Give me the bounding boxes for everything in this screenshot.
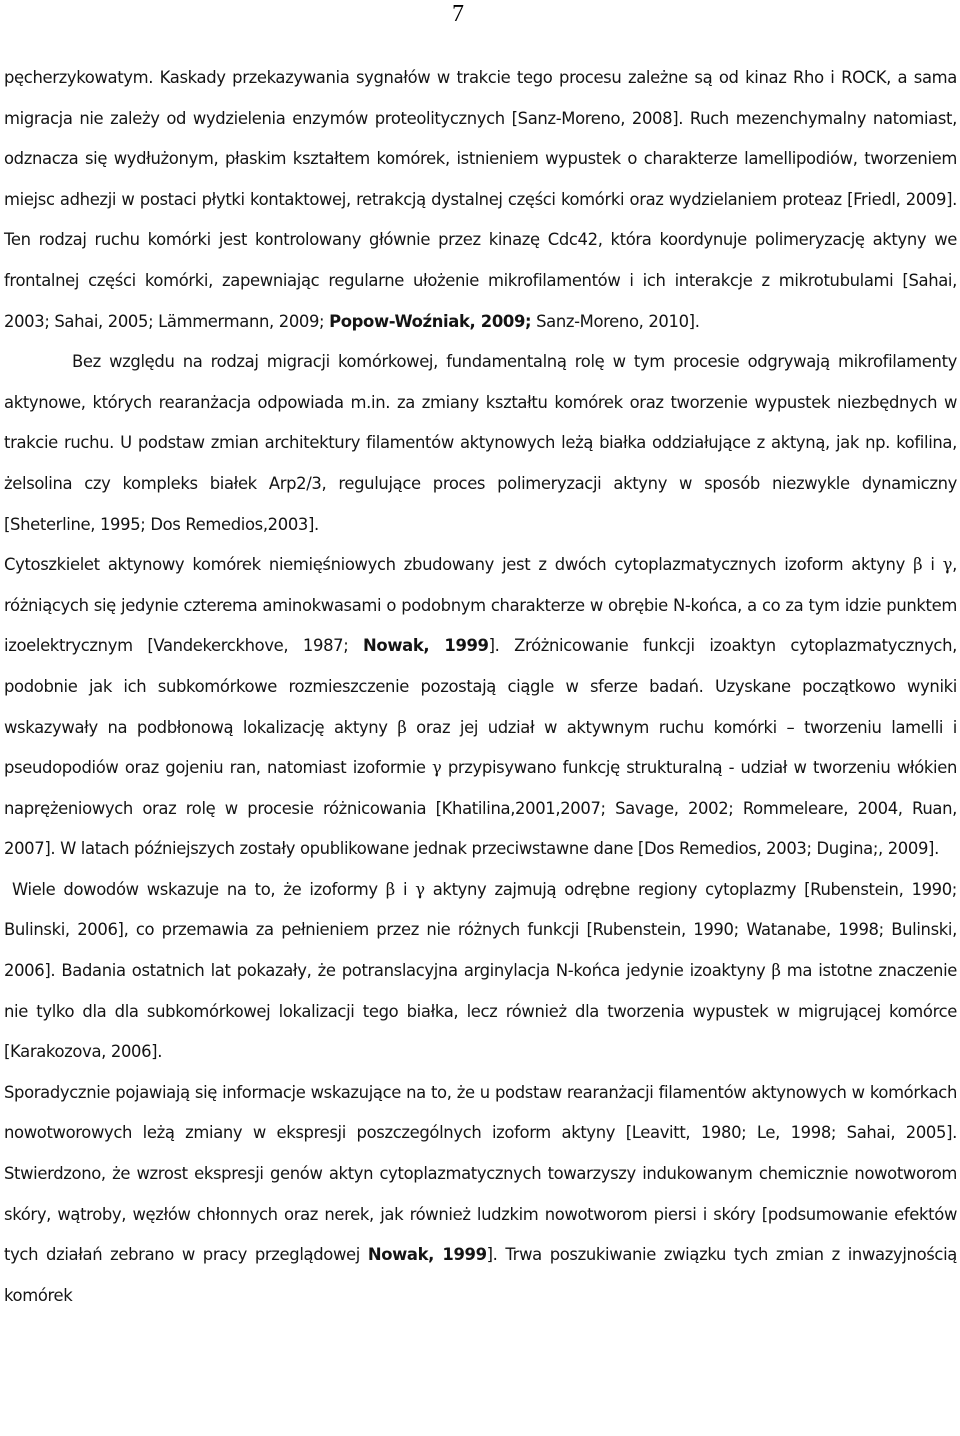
- text-segment: ]. Trwa poszukiwanie związku tych zmian z inwazyjnością komórek: [4, 1245, 957, 1305]
- bold-citation: Popow-Woźniak, 2009;: [329, 311, 532, 331]
- text-segment: aktyny zajmują odrębne regiony cytoplazmy [Rubenstein, 1990; Bulinski, 2006], co przemawia za pełnieniem przez nie różnych funkcji [Rubenstein, 1990; Watanabe, 1998; Bulinski, 2006]. Badania ostatnich lat pokazały, że potranslacyjna arginylacja N-końca jedynie izoaktyny: [4, 879, 957, 981]
- text-segment: Sporadycznie pojawiają się informacje wskazujące na to, że u podstaw rearanżacji filamentów aktynowych w komórkach nowotworowych leżą zmiany w ekspresji poszczególnych izoform aktyny [Leavitt, 1980; Le, 1998; Sahai, 2005]. Stwierdzono, że wzrost ekspresji genów aktyn cytoplazmatycznych towarzyszy indukowanym chemicznie nowotworom skóry, wątroby, węzłów chłonnych oraz nerek, jak również ludzkim nowotworom piersi i skóry [podsumowanie efektów tych działań zebrano w pracy przeglądowej: [4, 1082, 957, 1265]
- paragraph: [4, 1073, 957, 1317]
- greek-symbol: β: [771, 961, 781, 981]
- text-segment: ma istotne znaczenie nie tylko dla dla subkomórkowej lokalizacji tego białka, lecz również dla tworzenia wypustek w migrującej komórce [Karakozova, 2006].: [4, 961, 958, 1062]
- text-segment: Wiele dowodów wskazuje na to, że izoformy: [12, 879, 386, 899]
- text-segment: i: [394, 879, 416, 899]
- greek-symbol: γ: [942, 555, 953, 575]
- paragraph: [4, 545, 957, 870]
- greek-symbol: γ: [415, 879, 425, 899]
- text-segment: ]. Zróżnicowanie funkcji izoaktyn cytoplazmatycznych, podobnie jak ich subkomórkowe rozmieszczenie pozostają ciągle w sferze badań. Uzyskane początkowo wyniki wskazywały na podbłonową lokalizację aktyny: [4, 636, 957, 737]
- paragraph: [4, 342, 957, 545]
- text-segment: Cytoszkielet aktynowy komórek niemięśniowych zbudowany jest z dwóch cytoplazmatycznych izoform aktyny: [4, 555, 914, 575]
- text-segment: , różniących się jedynie czterema aminokwasami o podobnym charakterze w obrębie N-końca, a co za tym idzie punktem izoelektrycznym [Vandekerckhove, 1987;: [4, 555, 957, 656]
- text-segment: przypisywano funkcję strukturalną - udział w tworzeniu włókien naprężeniowych oraz rolę w procesie różnicowania [Khatilina,2001,2007; Savage, 2002; Rommeleare, 2004, Ruan, 2007]. W latach późniejszych zostały opublikowane jednak przeciwstawne dane [Dos Remedios, 2003; Dugina;, 2009].: [4, 758, 957, 859]
- text-segment: oraz jej udział w aktywnym ruchu komórki – tworzeniu lamelli i pseudopodiów oraz gojeniu ran, natomiast izoformie: [4, 717, 957, 778]
- text-segment: Bez względu na rodzaj migracji komórkowej, fundamentalną rolę w tym procesie odgrywają mikrofilamenty aktynowe, których rearanżacja odpowiada m.in. za zmiany kształtu komórek oraz tworzenie wypustek niezbędnych w trakcie ruchu. U podstaw zmian architektury filamentów aktynowych leżą białka oddziałujące z aktyną, jak np. kofilina, żelsolina czy kompleks białek Arp2/3, regulujące proces polimeryzacji aktyny w sposób niezwykle dynamiczny [Sheterline, 1995; Dos Remedios,2003].: [4, 352, 957, 534]
- text-segment: Sanz-Moreno, 2010].: [531, 311, 700, 331]
- bold-citation: Nowak, 1999: [367, 1245, 487, 1265]
- paragraph: [4, 58, 957, 342]
- bold-citation: Nowak, 1999: [363, 636, 489, 656]
- text-segment: pęcherzykowatym. Kaskady przekazywania sygnałów w trakcie tego procesu zależne są od kinaz Rho i ROCK, a sama migracja nie zależy od wydzielenia enzymów proteolitycznych [Sanz-Moreno, 2008]. Ruch mezenchymalny natomiast, odznacza się wydłużonym, płaskim kształtem komórek, istnieniem wypustek o charakterze lamellipodiów, tworzeniem miejsc adhezji w postaci płytki kontaktowej, retrakcją dystalnej części komórki oraz wydzielaniem proteaz [Friedl, 2009]. Ten rodzaj ruchu komórki jest kontrolowany głównie przez kinazę Cdc42, która koordynuje polimeryzację aktyny we frontalnej części komórki, zapewniając regularne ułożenie mikrofilamentów i ich interakcje z mikrotubulami [Sahai, 2003; Sahai, 2005; Lämmermann, 2009;: [4, 68, 957, 331]
- page-number: 7: [452, 1, 464, 27]
- greek-symbol: β: [913, 555, 923, 575]
- paragraph: [4, 870, 957, 1073]
- greek-symbol: γ: [432, 758, 442, 778]
- document-body: [4, 58, 957, 1316]
- text-segment: i: [922, 555, 943, 575]
- greek-symbol: β: [385, 879, 395, 899]
- greek-symbol: β: [397, 717, 407, 737]
